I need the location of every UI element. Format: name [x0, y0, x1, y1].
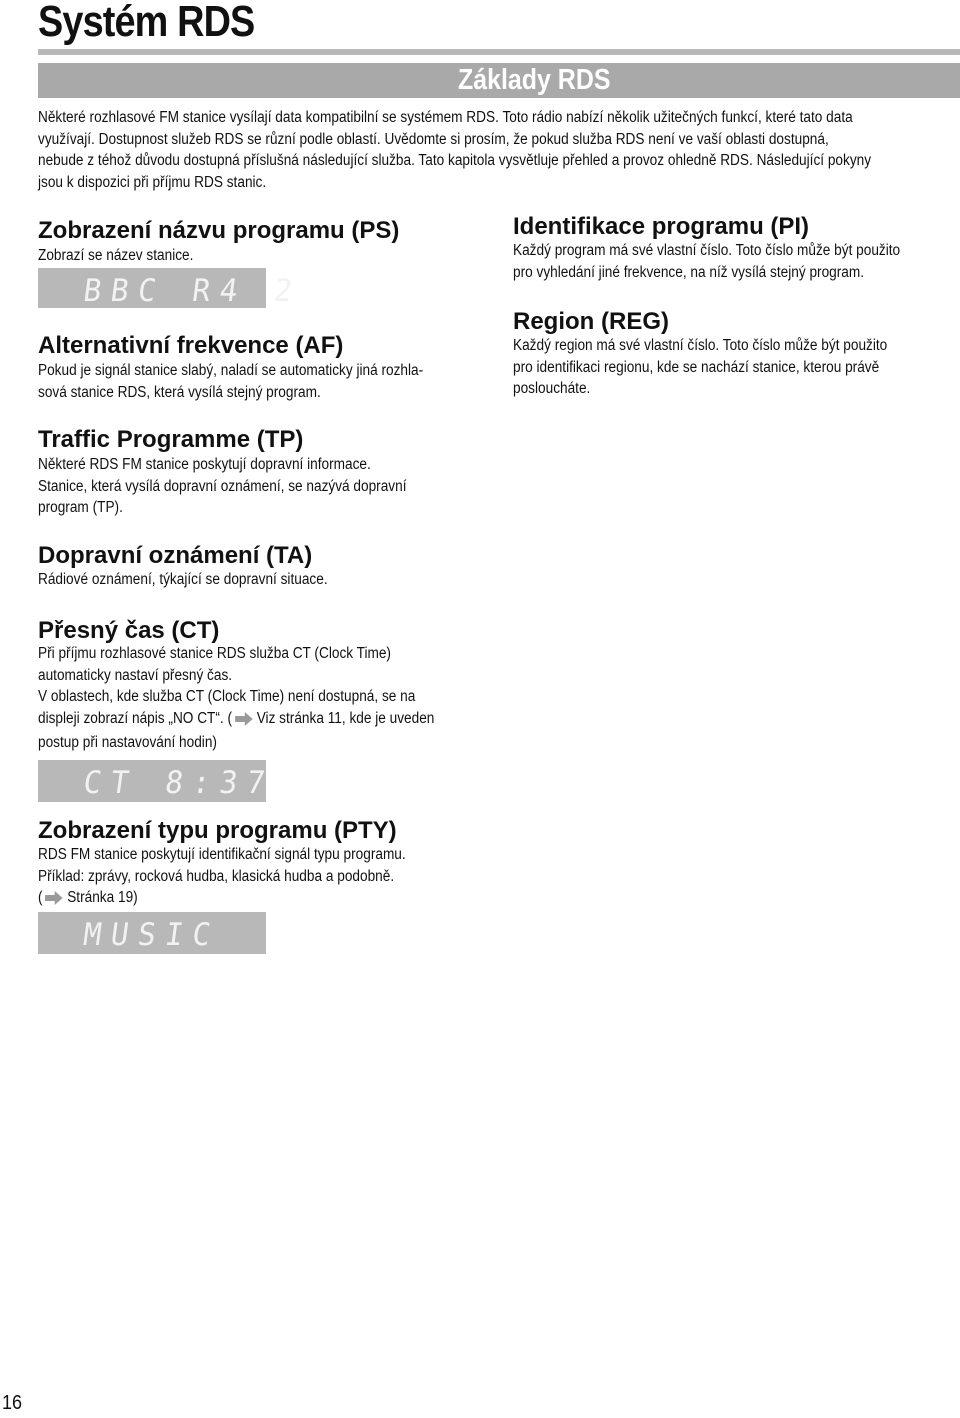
af-heading: Alternativní frekvence (AF) — [38, 332, 344, 359]
pty-line — [38, 887, 406, 912]
intro-line: Některé rozhlasové FM stanice vysílají data kompatibilní se systémem RDS. Toto rádio nabízí několik užitečných funkcí, které tato data — [38, 109, 853, 126]
reg-line: posloucháte. — [513, 380, 591, 397]
tp-line: program (TP). — [38, 499, 123, 516]
ta-heading: Dopravní oznámení (TA) — [38, 542, 313, 569]
page-number: 16 — [2, 1392, 23, 1414]
reg-heading: Region (REG) — [513, 308, 669, 335]
reg-line: Každý region má své vlastní číslo. Toto číslo může být použito — [513, 337, 888, 354]
section-banner — [38, 63, 960, 98]
tp-heading: Traffic Programme (TP) — [38, 426, 304, 453]
ta-line: Rádiové oznámení, týkající se dopravní situace. — [38, 571, 328, 588]
af-line: Pokud je signál stanice slabý, naladí se automaticky jiná rozhla- — [38, 362, 424, 379]
pty-line: RDS FM stanice poskytují identifikační signál typu programu. — [38, 846, 406, 863]
tp-line: Stanice, která vysílá dopravní oznámení, se nazývá dopravní — [38, 477, 407, 495]
ct-line — [38, 708, 434, 733]
arrow-icon — [44, 890, 63, 912]
intro-line: nebude z téhož důvodu dostupná příslušná následující služba. Tato kapitola vysvětluje přehled a provoz ohledně RDS. Následující pokyny — [38, 152, 872, 169]
ct-line-part: displeji zobrazí nápis „NO CT“. ( — [38, 709, 233, 727]
reg-line: pro identifikaci regionu, kde se nachází stanice, kterou právě — [513, 358, 880, 376]
ps-heading: Zobrazení názvu programu (PS) — [38, 217, 400, 244]
intro-line: jsou k dispozici při příjmu RDS stanic. — [38, 173, 267, 191]
intro-line: využívají. Dostupnost služeb RDS se různí podle oblastí. Uvědomte si prosím, že pokud služba RDS není ve vaší oblasti dostupná, — [38, 130, 829, 148]
ct-display-text: CT 8:37 — [81, 765, 277, 801]
ps-display-text: BBC R4 2 — [81, 273, 304, 309]
pty-display-text: MUSIC — [81, 917, 223, 953]
ct-display — [38, 760, 277, 802]
tp-line: Některé RDS FM stanice poskytují dopravní informace. — [38, 456, 371, 473]
ct-line: Při příjmu rozhlasové stanice RDS služba CT (Clock Time) — [38, 645, 391, 662]
ct-line-part: Viz stránka 11, kde je uveden — [256, 709, 435, 727]
pty-line-part: Stránka 19) — [67, 889, 138, 906]
af-line: sová stanice RDS, která vysílá stejný program. — [38, 383, 321, 401]
reg-text — [513, 335, 887, 400]
ct-line: V oblastech, kde služba CT (Clock Time) není dostupná, se na — [38, 688, 416, 705]
tp-text — [38, 454, 406, 519]
pi-text — [513, 240, 900, 283]
pi-line: pro vyhledání jiné frekvence, na níž vysílá stejný program. — [513, 263, 865, 281]
ct-line: postup při nastavování hodin) — [38, 734, 217, 751]
ct-text — [38, 643, 434, 754]
pty-text — [38, 844, 406, 912]
ps-text — [38, 245, 193, 267]
ta-text — [38, 569, 328, 591]
title-rule — [38, 49, 960, 55]
ct-heading: Přesný čas (CT) — [38, 617, 220, 644]
af-text — [38, 360, 423, 403]
pty-heading: Zobrazení typu programu (PTY) — [38, 817, 397, 844]
intro-paragraph — [38, 107, 871, 193]
ct-line: automaticky nastaví přesný čas. — [38, 666, 233, 684]
pty-line: Příklad: zprávy, rocková hudba, klasická hudba a podobně. — [38, 867, 395, 885]
ps-line: Zobrazí se název stanice. — [38, 247, 194, 264]
pty-line-part: ( — [38, 889, 43, 906]
pi-heading: Identifikace programu (PI) — [513, 213, 810, 240]
pty-display — [38, 912, 266, 954]
banner-title: Základy RDS — [458, 64, 611, 96]
page-title: Systém RDS — [38, 0, 255, 46]
ps-display — [38, 268, 304, 309]
pi-line: Každý program má své vlastní číslo. Toto číslo může být použito — [513, 242, 901, 259]
arrow-icon — [234, 711, 253, 733]
